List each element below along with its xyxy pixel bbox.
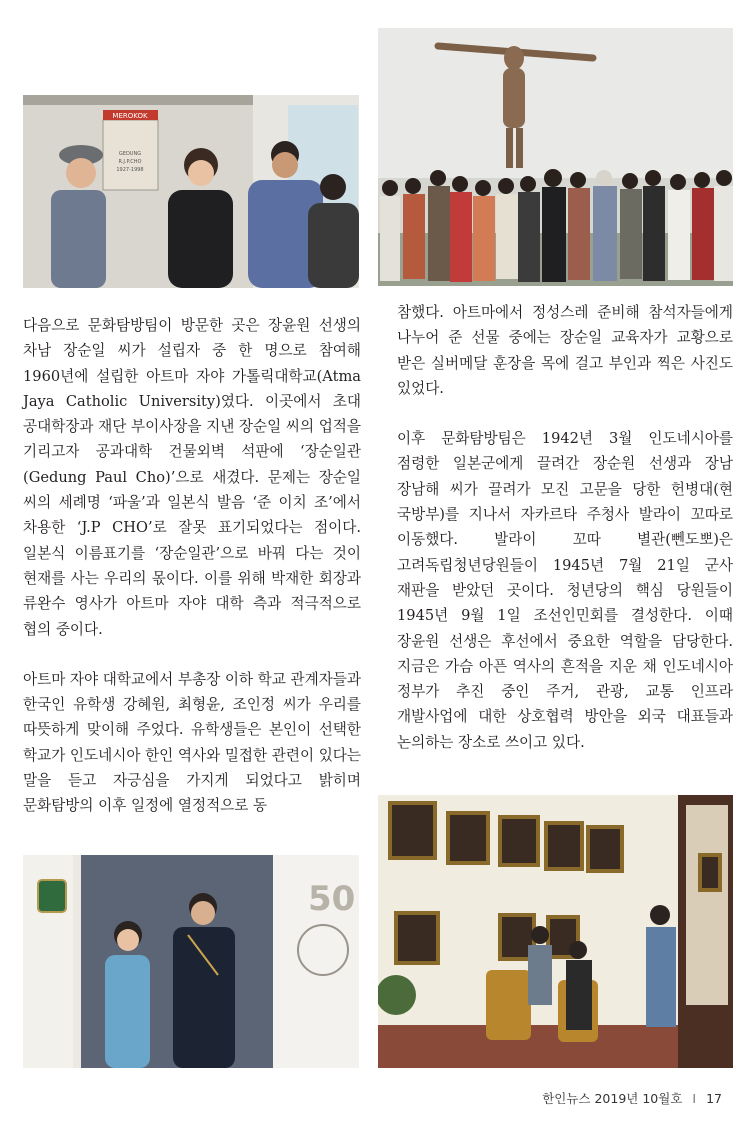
article-paragraph: 아트마 자야 대학교에서 부총장 이하 학교 관계자들과 한국인 유학생 강혜원, 최형윤, 조인정 씨가 우리를 따뜻하게 맞이해 주었다. 유학생들은 본인이 선택한 학교가 인도네시아 한인 역사와 밀접한 관련이 있다는 말을 듣고 자긍심을 가지게 되었다고 밝히며 문화탐방의 이후 일정에 열정적으로 동 xyxy=(23,670,361,815)
page-number: 17 xyxy=(706,1091,722,1106)
no-smoking-sign: MEROKOK xyxy=(112,112,148,120)
page-footer xyxy=(542,1089,722,1107)
footer-separator: I xyxy=(692,1091,697,1106)
photo-couple-portrait xyxy=(23,855,359,1068)
photo-plaque-visit-image xyxy=(23,95,359,288)
photo-hall-image xyxy=(378,795,733,1068)
photo-group-crucifix xyxy=(378,28,733,286)
plaque-line-3: 1927-1998 xyxy=(116,167,144,173)
photo-hall-portraits xyxy=(378,795,733,1068)
plaque-line-2: R.J.P.CHO xyxy=(118,159,142,165)
photo-portrait-image xyxy=(23,855,359,1068)
publication-name: 한인뉴스 2019년 10월호 xyxy=(542,1091,683,1106)
article-left-column xyxy=(23,313,361,844)
article-right-column xyxy=(397,300,733,780)
article-paragraph: 이후 문화탐방팀은 1942년 3월 인도네시아를 점령한 일본군에게 끌려간 장순원 선생과 장남 장남해 씨가 끌려가 모진 고문을 당한 헌병대(현 국방부)를 지나서 자카르타 주청사 발라이 꼬따로 이동했다. 발라이 꼬따 별관(뻰도뽀)은 고려독립청년당원들이 1945년 7월 21일 군사 재판을 받았던 곳이다. 청년당의 핵심 당원들이 1945년 9월 1일 조선인민회를 결성한다. 이때 장윤원 선생은 후선에서 중요한 역할을 담당한다. 지금은 가슴 아픈 역사의 흔적을 지운 채 인도네시아 정부가 추진 중인 주거, 관광, 교통 인프라 개발사업에 대한 상호협력 방안을 외국 대표들과 논의하는 장소로 쓰이고 있다. xyxy=(397,430,733,751)
anniversary-stamp-text: 50 xyxy=(308,879,356,919)
article-paragraph: 참했다. 아트마에서 정성스레 준비해 참석자들에게 나누어 준 선물 중에는 장순일 교육자가 교황으로 받은 실버메달 훈장을 목에 걸고 부인과 찍은 사진도 있었다. xyxy=(397,304,733,397)
plaque-line-1: GEDUNG xyxy=(118,151,142,157)
article-paragraph: 다음으로 문화탐방팀이 방문한 곳은 장윤원 선생의 차남 장순일 씨가 설립자 중 한 명으로 참여해 1960년에 설립한 아트마 자야 가톨릭대학교(Atma Jaya Catholic University)였다. 이곳에서 초대 공대학장과 재단 부이사장을 지낸 장순일 씨의 업적을 기리고자 공과대학 건물외벽 석판에 ‘장순일관(Gedung Paul Cho)’으로 새겼다. 문제는 장순일 씨의 세례명 ‘파울’과 일본식 발음 ‘준 이치 조’에서 차용한 ‘J.P CHO’로 잘못 표기되었다는 점이다. 일본식 이름표기를 ‘장순일관’으로 바꿔 다는 것이 현재를 사는 우리의 몫이다. 이를 위해 박재한 회장과 류완수 영사가 아트마 자야 대학 측과 적극적으로 협의 중이다. xyxy=(23,317,361,638)
photo-plaque-visit xyxy=(23,95,359,288)
photo-group-image xyxy=(378,28,733,286)
